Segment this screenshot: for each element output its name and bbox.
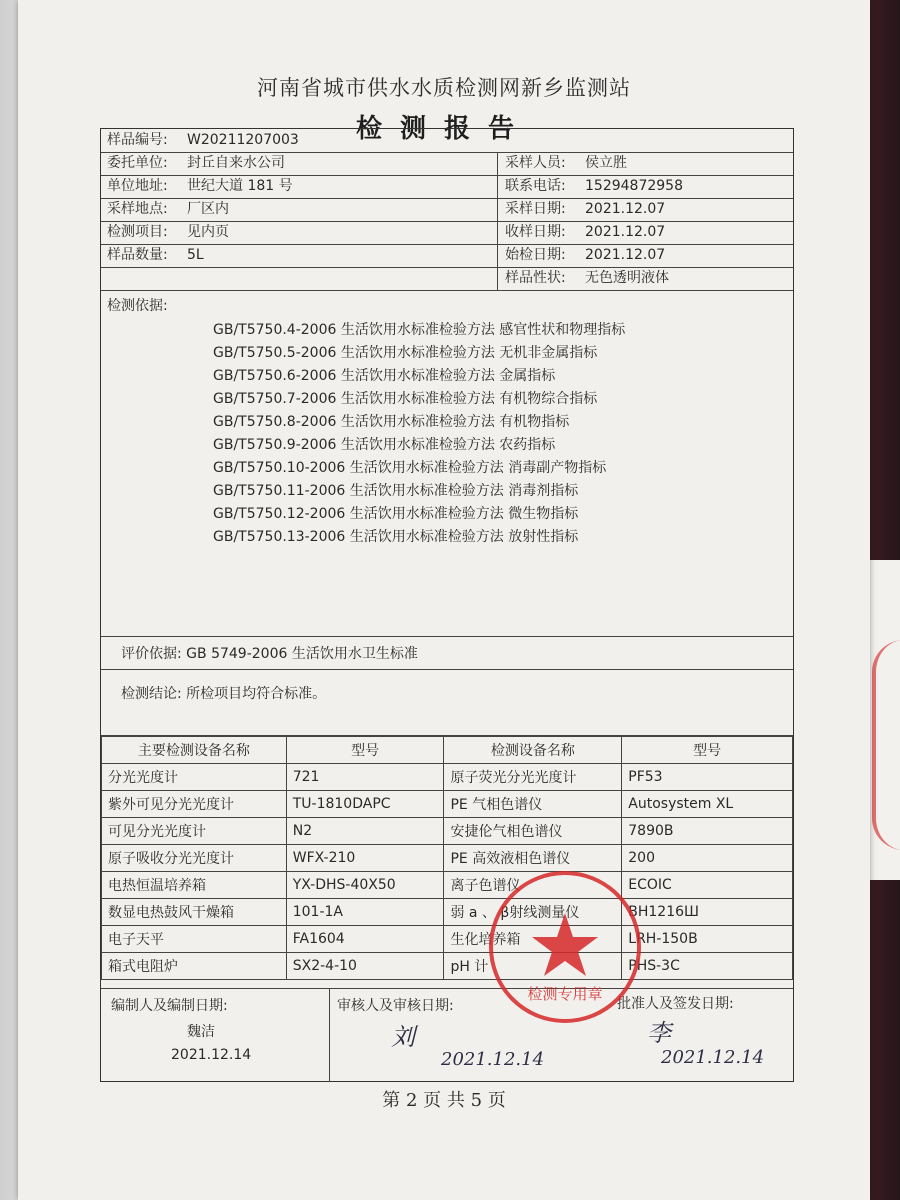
- sample-date-label: 采样日期:: [505, 201, 566, 217]
- table-cell: FA1604: [286, 926, 444, 953]
- table-cell: ECOIC: [622, 872, 793, 899]
- seal-text: 检测专用章: [527, 985, 603, 1003]
- start-date-value: 2021.12.07: [585, 247, 666, 263]
- basis-item: GB/T5750.12-2006 生活饮用水标准检验方法 微生物指标: [213, 506, 579, 522]
- report-page: [18, 0, 870, 1200]
- quantity-label: 样品数量:: [107, 247, 168, 263]
- column-header: 主要检测设备名称: [102, 737, 287, 764]
- table-cell: 电子天平: [102, 926, 287, 953]
- reviewer-signature: 刘: [391, 1023, 415, 1051]
- approver-signature: 李: [647, 1019, 671, 1047]
- basis-label: 检测依据:: [107, 298, 168, 314]
- basis-item: GB/T5750.6-2006 生活饮用水标准检验方法 金属指标: [213, 368, 556, 384]
- adjacent-stamp: [872, 640, 900, 850]
- basis-item: GB/T5750.9-2006 生活饮用水标准检验方法 农药指标: [213, 437, 556, 453]
- reviewer-label: 审核人及审核日期:: [337, 998, 454, 1014]
- compiler-label: 编制人及编制日期:: [111, 998, 228, 1014]
- inspection-seal: [485, 867, 645, 1027]
- table-cell: pH 计: [444, 953, 622, 980]
- table-row: [102, 953, 793, 980]
- report-frame: [100, 128, 794, 1082]
- table-cell: SX2-4-10: [286, 953, 444, 980]
- table-cell: 可见分光光度计: [102, 818, 287, 845]
- start-date-label: 始检日期:: [505, 247, 566, 263]
- table-row: [102, 818, 793, 845]
- table-row: [102, 872, 793, 899]
- table-cell: 安捷伦气相色谱仪: [444, 818, 622, 845]
- compiler-name: 魏洁: [187, 1024, 215, 1040]
- receive-date-label: 收样日期:: [505, 224, 566, 240]
- table-cell: N2: [286, 818, 444, 845]
- table-cell: 101-1A: [286, 899, 444, 926]
- client-label: 委托单位:: [107, 155, 168, 171]
- info-row-address: [101, 175, 793, 199]
- table-cell: 7890B: [622, 818, 793, 845]
- info-row-client: [101, 152, 793, 176]
- table-cell: 弱 a 、 β射线测量仪: [444, 899, 622, 926]
- sample-no-label: 样品编号:: [107, 132, 168, 148]
- sampler-value: 侯立胜: [585, 155, 627, 171]
- table-row: [102, 845, 793, 872]
- sample-date-value: 2021.12.07: [585, 201, 666, 217]
- receive-date-value: 2021.12.07: [585, 224, 666, 240]
- table-header-row: [102, 737, 793, 764]
- table-row: [102, 899, 793, 926]
- table-cell: PE 气相色谱仪: [444, 791, 622, 818]
- info-row-items: [101, 221, 793, 245]
- report-title: 检测报告: [355, 114, 532, 144]
- table-cell: 箱式电阻炉: [102, 953, 287, 980]
- phone-value: 15294872958: [585, 178, 683, 194]
- table-cell: WFX-210: [286, 845, 444, 872]
- page-footer: 第 2 页 共 5 页: [382, 1090, 506, 1111]
- column-header: 型号: [286, 737, 444, 764]
- table-cell: PF53: [622, 764, 793, 791]
- basis-item: GB/T5750.13-2006 生活饮用水标准检验方法 放射性指标: [213, 529, 579, 545]
- basis-item: GB/T5750.11-2006 生活饮用水标准检验方法 消毒剂指标: [213, 483, 579, 499]
- client-value: 封丘自来水公司: [187, 155, 285, 171]
- table-cell: PHS-3C: [622, 953, 793, 980]
- basis-item: GB/T5750.8-2006 生活饮用水标准检验方法 有机物指标: [213, 414, 570, 430]
- table-row: [102, 791, 793, 818]
- approver-date: 2021.12.14: [661, 1047, 765, 1068]
- location-value: 厂区内: [187, 201, 229, 217]
- info-row-sample-no: [101, 129, 793, 153]
- sampler-label: 采样人员:: [505, 155, 566, 171]
- items-value: 见内页: [187, 224, 229, 240]
- table-cell: 200: [622, 845, 793, 872]
- column-header: 检测设备名称: [444, 737, 622, 764]
- table-cell: 721: [286, 764, 444, 791]
- info-row-quantity: [101, 244, 793, 268]
- table-cell: 电热恒温培养箱: [102, 872, 287, 899]
- basis-item: GB/T5750.4-2006 生活饮用水标准检验方法 感官性状和物理指标: [213, 322, 626, 338]
- table-cell: TU-1810DAPC: [286, 791, 444, 818]
- column-header: 型号: [622, 737, 793, 764]
- reviewer-date: 2021.12.14: [441, 1049, 545, 1070]
- table-cell: 紫外可见分光光度计: [102, 791, 287, 818]
- address-value: 世纪大道 181 号: [187, 178, 293, 194]
- sample-no-value: W20211207003: [187, 132, 299, 148]
- equipment-table: [101, 736, 793, 980]
- conclusion: 检测结论: 所检项目均符合标准。: [101, 670, 793, 736]
- basis-list: [213, 319, 625, 549]
- info-row-appearance: [101, 267, 793, 291]
- table-cell: 原子吸收分光光度计: [102, 845, 287, 872]
- table-row: [102, 926, 793, 953]
- table-cell: 生化培养箱: [444, 926, 622, 953]
- appearance-label: 样品性状:: [505, 270, 566, 286]
- station-name: 河南省城市供水水质检测网新乡监测站: [257, 76, 631, 100]
- signature-section: [101, 988, 793, 1082]
- quantity-value: 5L: [187, 247, 204, 263]
- table-cell: BH1216Ш: [622, 899, 793, 926]
- table-cell: 原子荧光分光光度计: [444, 764, 622, 791]
- table-cell: 分光光度计: [102, 764, 287, 791]
- table-cell: 离子色谱仪: [444, 872, 622, 899]
- basis-item: GB/T5750.5-2006 生活饮用水标准检验方法 无机非金属指标: [213, 345, 598, 361]
- table-row: [102, 764, 793, 791]
- info-row-location: [101, 198, 793, 222]
- table-cell: 数显电热鼓风干燥箱: [102, 899, 287, 926]
- compiler-block: [101, 989, 329, 1082]
- evaluation-basis: 评价依据: GB 5749-2006 生活饮用水卫生标准: [101, 636, 793, 670]
- table-cell: Autosystem XL: [622, 791, 793, 818]
- location-label: 采样地点:: [107, 201, 168, 217]
- approver-label: 批准人及签发日期:: [617, 996, 734, 1012]
- table-cell: YX-DHS-40X50: [286, 872, 444, 899]
- address-label: 单位地址:: [107, 178, 168, 194]
- basis-item: GB/T5750.7-2006 生活饮用水标准检验方法 有机物综合指标: [213, 391, 598, 407]
- items-label: 检测项目:: [107, 224, 168, 240]
- appearance-value: 无色透明液体: [585, 270, 669, 286]
- basis-item: GB/T5750.10-2006 生活饮用水标准检验方法 消毒副产物指标: [213, 460, 607, 476]
- table-cell: LRH-150B: [622, 926, 793, 953]
- table-cell: PE 高效液相色谱仪: [444, 845, 622, 872]
- phone-label: 联系电话:: [505, 178, 566, 194]
- compiler-date: 2021.12.14: [171, 1047, 252, 1063]
